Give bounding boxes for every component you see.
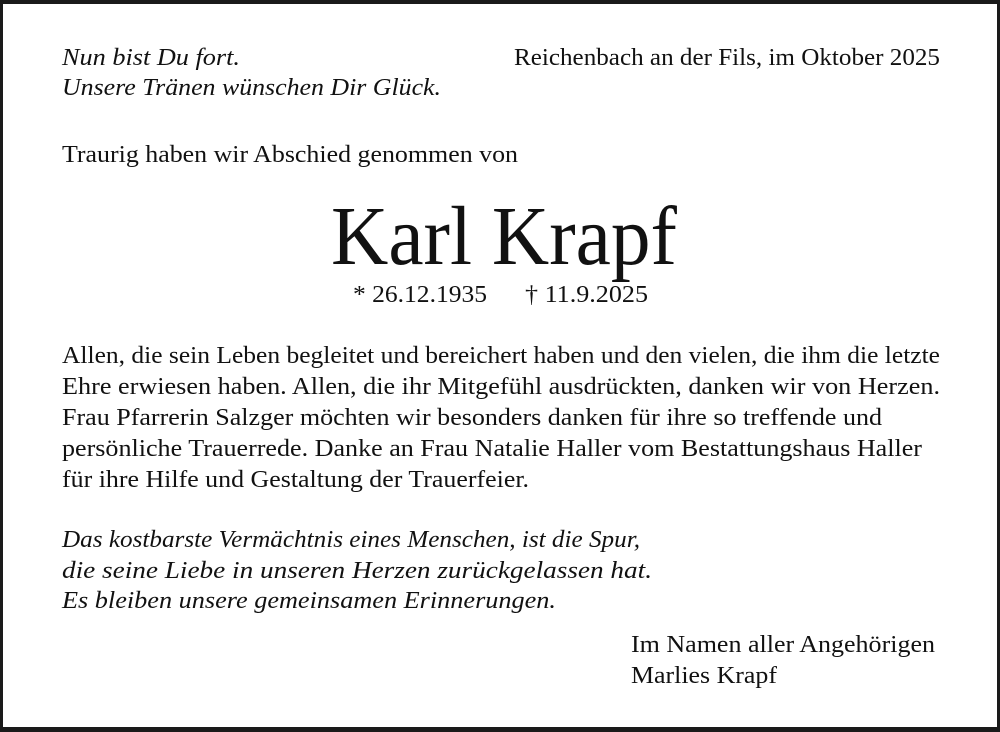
quote-line: Das kostbarste Vermächtnis eines Menschen, ist die Spur, bbox=[62, 527, 640, 553]
quote-line: die seine Liebe in unseren Herzen zurückgelassen hat. bbox=[62, 558, 652, 584]
place-date: Reichenbach an der Fils, im Oktober 2025 bbox=[514, 45, 940, 71]
death-date: † 11.9.2025 bbox=[525, 282, 648, 308]
intro-text: Traurig haben wir Abschied genommen von bbox=[62, 142, 518, 168]
body-line: Allen, die sein Leben begleitet und bereichert haben und den vielen, die ihm die letzte bbox=[62, 343, 941, 369]
body-line: für ihre Hilfe und Gestaltung der Trauerfeier. bbox=[62, 467, 529, 493]
signature-name: Marlies Krapf bbox=[631, 663, 777, 689]
body-line: Ehre erwiesen haben. Allen, die ihr Mitgefühl ausdrückten, danken wir von Herzen. bbox=[62, 374, 940, 400]
signature-line: Im Namen aller Angehörigen bbox=[631, 632, 935, 658]
deceased-name: Karl Krapf bbox=[331, 190, 677, 283]
quote-line: Es bleiben unsere gemeinsamen Erinnerungen. bbox=[62, 588, 556, 614]
motto-line: Unsere Tränen wünschen Dir Glück. bbox=[62, 75, 441, 101]
birth-date: * 26.12.1935 bbox=[353, 282, 487, 308]
motto-line: Nun bist Du fort. bbox=[62, 45, 241, 71]
body-line: Frau Pfarrerin Salzger möchten wir besonders danken für ihre so treffende und bbox=[62, 405, 882, 431]
body-line: persönliche Trauerrede. Danke an Frau Natalie Haller vom Bestattungshaus Haller bbox=[62, 436, 922, 462]
